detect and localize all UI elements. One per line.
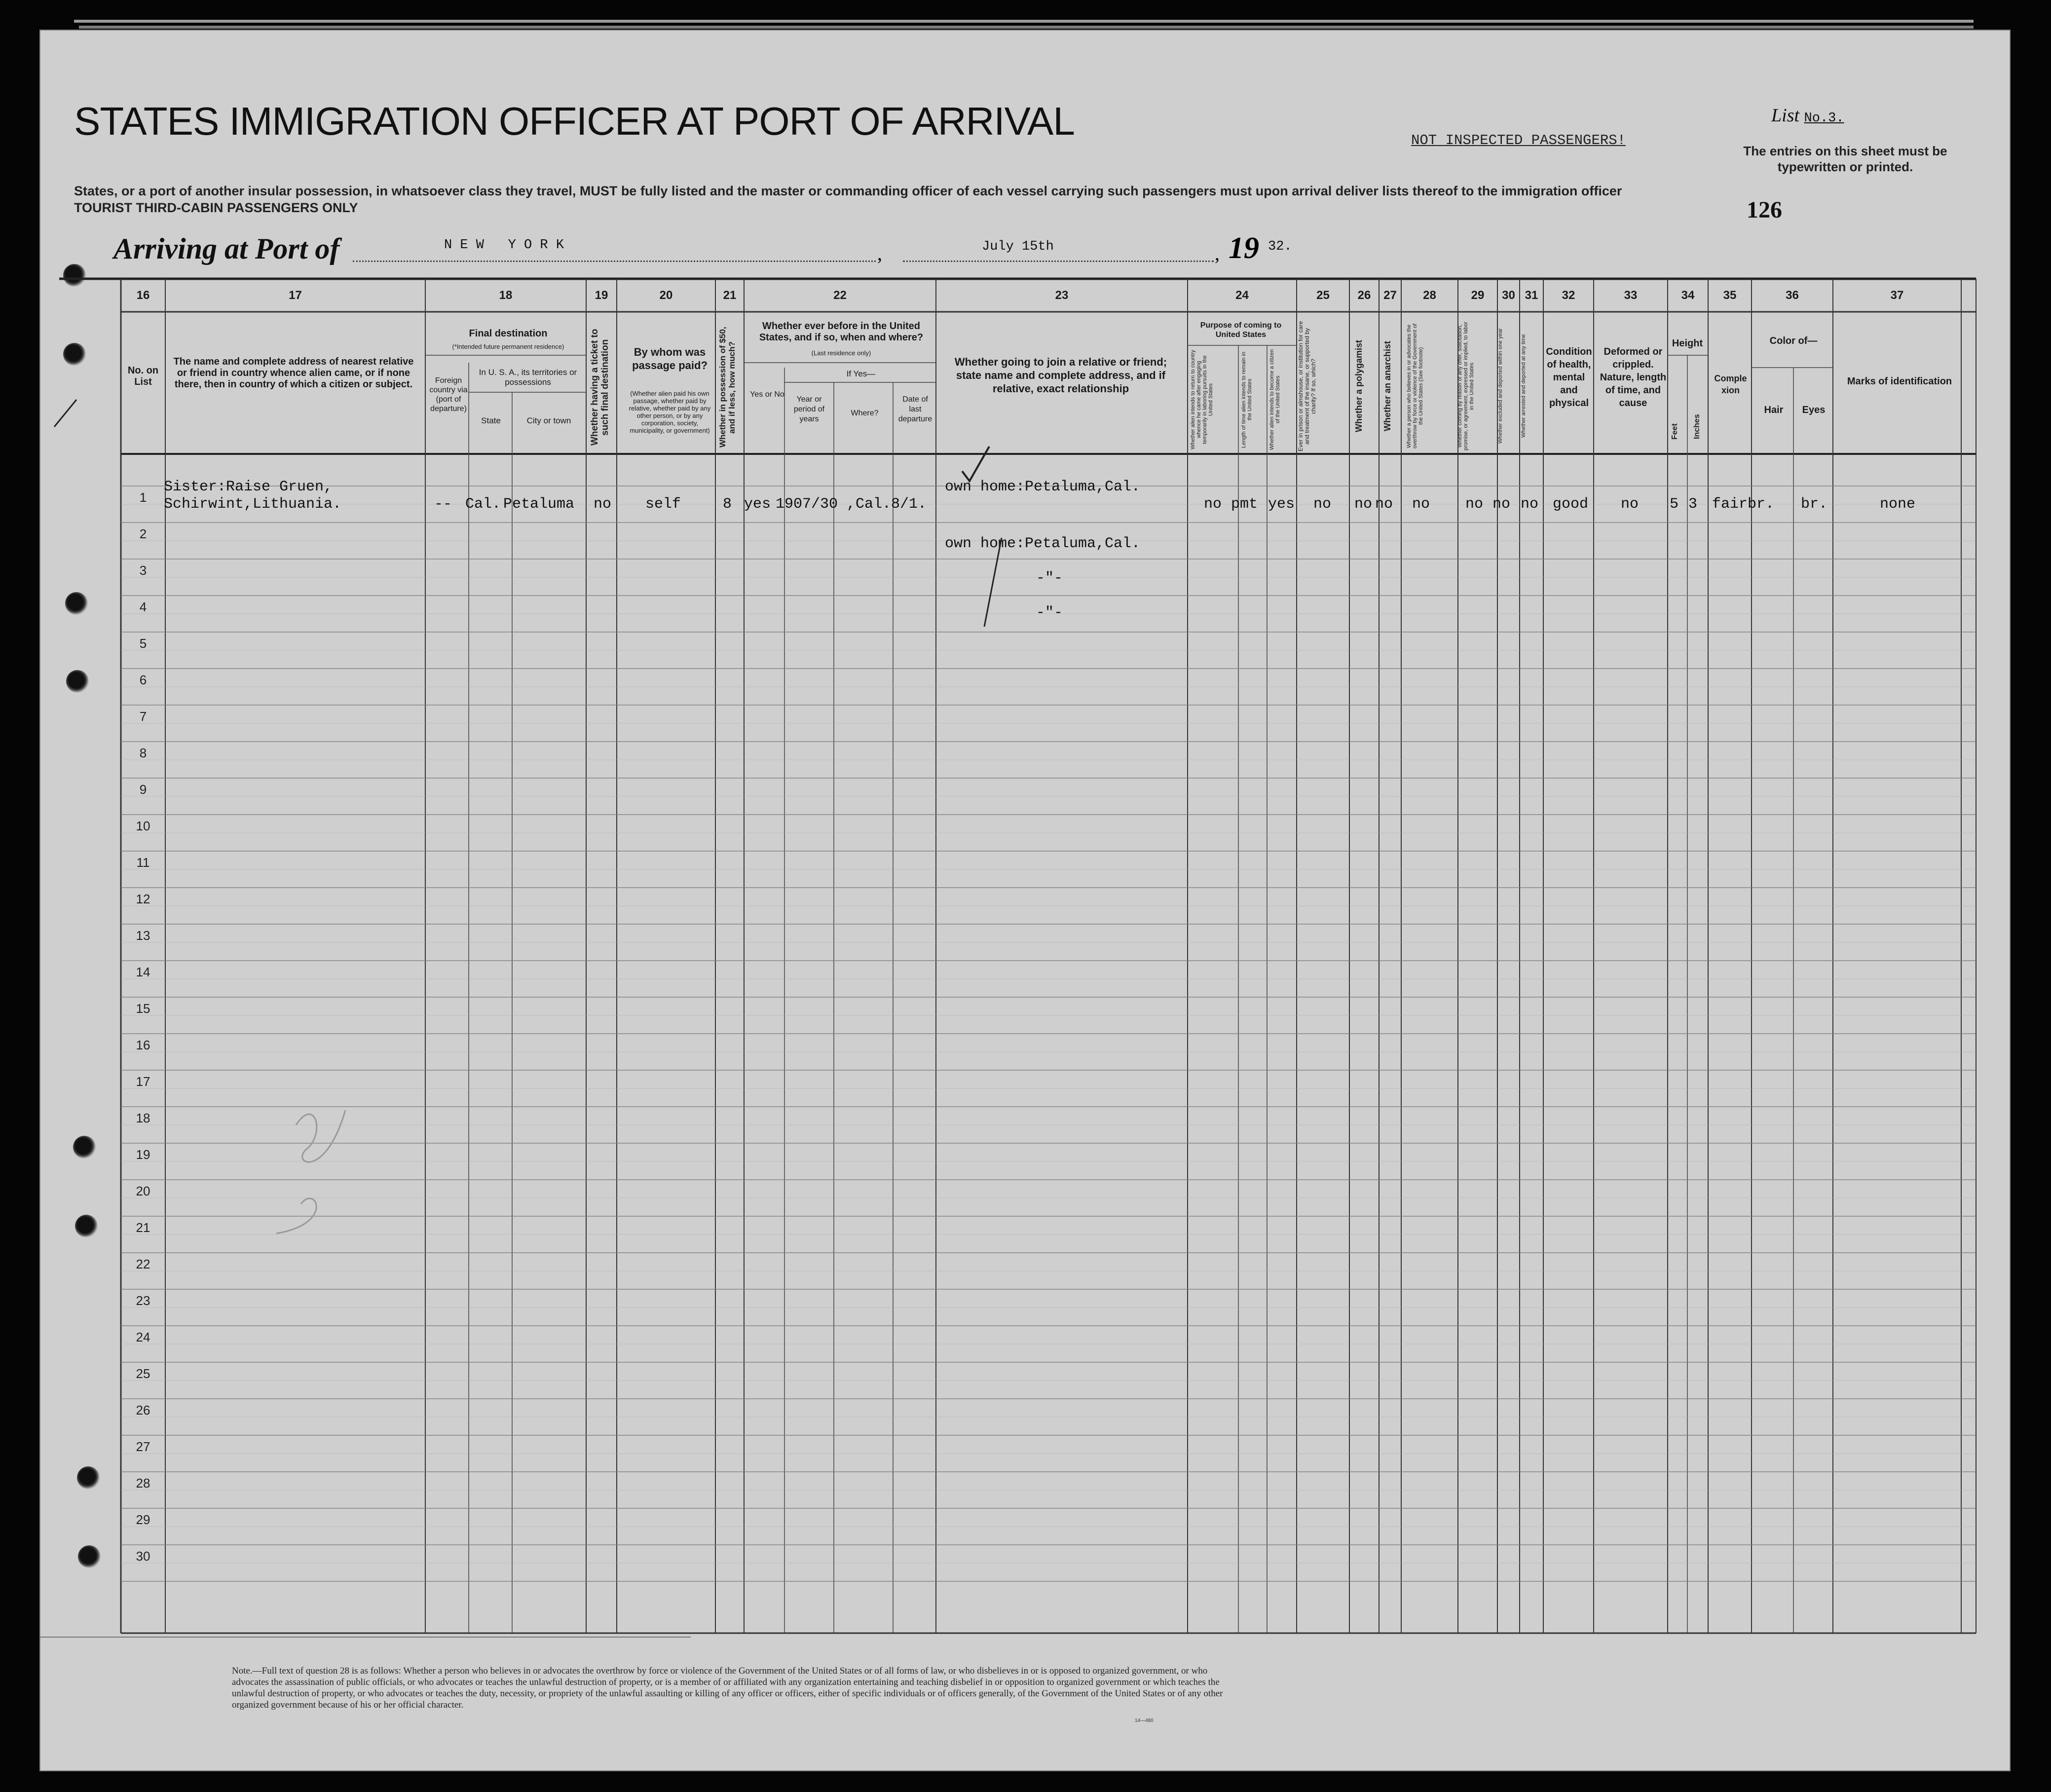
column-number: 20	[659, 289, 673, 302]
row-number: 18	[136, 1111, 150, 1125]
column-number: 16	[136, 289, 150, 302]
not-inspected-stamp: NOT INSPECTED PASSENGERS!	[1411, 132, 1626, 149]
row-number: 3	[139, 563, 147, 578]
list-value: No.3.	[1804, 111, 1844, 126]
row-number: 30	[136, 1549, 150, 1564]
column-number: 21	[723, 289, 737, 302]
joining-row4: -"-	[1036, 604, 1063, 621]
paid-by: self	[645, 496, 681, 513]
header-year: Year or period of years	[793, 395, 825, 423]
row-number: 4	[139, 599, 147, 614]
row-number: 8	[139, 746, 147, 760]
header-money: Whether in possession of $50, and if less, how much?	[718, 327, 737, 448]
row-number: 5	[139, 636, 147, 651]
row-number: 28	[136, 1476, 150, 1491]
header-polygamist: Whether a polygamist	[1354, 339, 1364, 433]
header-inches: Inches	[1693, 414, 1701, 440]
faint-initials	[276, 1110, 345, 1233]
health: good	[1553, 496, 1589, 513]
column-number: 19	[595, 289, 608, 302]
row-number: 7	[139, 709, 147, 724]
header-ticket: Whether having a ticket to such final destination	[590, 329, 610, 446]
entries-note: The entries on this sheet must be typewritten or printed.	[1743, 144, 1947, 174]
header-labor: Whether coming by reason of any offer, solicitation, promise, or agreement, expressed or implied, to labor in the United States	[1457, 321, 1475, 451]
header-health: Condition of health, mental and physical	[1546, 346, 1592, 409]
row-number: 26	[136, 1403, 150, 1418]
deformed: no	[1621, 496, 1639, 513]
column-number: 17	[289, 289, 302, 302]
row-number: 12	[136, 892, 150, 906]
row-number: 19	[136, 1147, 150, 1162]
header-marks: Marks of identification	[1847, 376, 1952, 387]
column-number: 26	[1357, 289, 1371, 302]
eyes: br.	[1801, 496, 1828, 513]
joining: own home:Petaluma,Cal.	[945, 479, 1141, 495]
arriving-label: Arriving at Port of	[113, 232, 340, 265]
sheet-number: 126	[1747, 197, 1782, 223]
column-number: 34	[1681, 289, 1695, 302]
money: 8	[723, 496, 732, 513]
row-number: 27	[136, 1439, 150, 1454]
header-color: Color of—	[1769, 336, 1818, 346]
header-usa: In U. S. A., its territories or possessions	[479, 368, 577, 387]
header-excluded: Whether excluded and deported within one year	[1497, 328, 1503, 444]
overthrow: no	[1412, 496, 1430, 513]
row-number: 23	[136, 1293, 150, 1308]
list-label: List	[1771, 105, 1800, 126]
row-number: 24	[136, 1330, 150, 1344]
row-number: 15	[136, 1001, 150, 1016]
header-if-yes: If Yes—	[846, 369, 876, 378]
before-date: 8/1.	[891, 496, 927, 513]
row-number: 11	[136, 855, 150, 870]
row-number: 9	[139, 782, 147, 797]
joining-row3: -"-	[1036, 570, 1063, 587]
column-number: 23	[1055, 289, 1069, 302]
relative-line1: Sister:Raise Gruen,	[164, 479, 333, 495]
header-where: Where?	[851, 409, 879, 417]
header-height: Height	[1672, 338, 1703, 349]
header-ever-before-sub: (Last residence only)	[811, 349, 871, 357]
class-text: TOURIST THIRD-CABIN PASSENGERS ONLY	[74, 200, 358, 215]
header-overthrow: Whether a person who believes in or advocates the overthrow by force or violence of the Government of the United States (See footnote)	[1406, 323, 1424, 449]
header-hair: Hair	[1764, 405, 1784, 415]
margin-tick	[54, 400, 76, 427]
column-number: 29	[1471, 289, 1485, 302]
column-number: 31	[1525, 289, 1538, 302]
column-number: 22	[833, 289, 847, 302]
date-value: July 15th	[982, 239, 1054, 254]
footnote: Note.—Full text of question 28 is as follows: Whether a person who believes in or advocates the overthrow by force or violence of the Government of the United States or of all forms of law, or who disbelieves in or is opposed to organized government, or who advocates the assassination of public officials, or who advocates or teaches the unlawful destruction of property, or is a member of or affiliated with any organization entertaining and teaching disbelief in or opposition to organized government or which teaches the unlawful destruction of property, or who advocates or teaches the duty, necessity, or propriety of the unlawful assaulting or killing of any officer or officers, either of specific individuals or of officers generally, of the Government of the United States or of any other organized government because of his or her official character.	[232, 1666, 1223, 1710]
row-number: 2	[139, 526, 147, 541]
header-no-on-list: No. on List	[127, 365, 159, 387]
row-number: 20	[136, 1184, 150, 1198]
header-yes-no: Yes or No	[750, 390, 784, 399]
header-complexion: Complexion	[1714, 373, 1747, 395]
states-text: States, or a port of another insular possession, in whatsoever class they travel, MUST be fully listed and the master or commanding officer of each vessel carrying such passengers must upon arrival deliver lists thereof to the immigration officer	[74, 184, 1622, 198]
tick-stroke	[984, 538, 1002, 627]
row-number: 25	[136, 1366, 150, 1381]
row-number: 14	[136, 965, 150, 979]
column-number: 36	[1786, 289, 1799, 302]
header-eyes: Eyes	[1802, 405, 1826, 415]
header-anarchist: Whether an anarchist	[1382, 340, 1392, 432]
before-year: 1907/30	[776, 496, 838, 513]
excluded: no	[1492, 496, 1511, 513]
header-city: City or town	[526, 416, 571, 425]
header-last-departure: Date of last departure	[898, 395, 932, 423]
header-purpose: Purpose of coming to United States	[1200, 321, 1282, 339]
city: Petaluma	[503, 496, 575, 513]
joining-row2: own home:Petaluma,Cal.	[945, 535, 1141, 552]
hair: br.	[1748, 496, 1775, 513]
height-feet: 5	[1670, 496, 1679, 513]
header-paid-by: By whom was passage paid?	[632, 346, 708, 372]
comma: ,	[1215, 242, 1220, 264]
complexion: fair	[1712, 496, 1748, 513]
header-ever-before: Whether ever before in the United States, and if so, when and where?	[759, 321, 924, 343]
column-number: 18	[499, 289, 513, 302]
labor: no	[1465, 496, 1484, 513]
check-mark	[962, 447, 989, 481]
header-deformed: Deformed or crippled. Nature, length of time, and cause	[1600, 346, 1667, 409]
column-number: 27	[1383, 289, 1397, 302]
prison: no	[1313, 496, 1332, 513]
before-where: ,Cal.	[847, 496, 892, 513]
height-inches: 3	[1688, 496, 1698, 513]
row-number: 22	[136, 1257, 150, 1271]
anarchist: no	[1375, 496, 1393, 513]
polygamist: no	[1354, 496, 1373, 513]
column-number: 30	[1502, 289, 1515, 302]
marks: none	[1880, 496, 1916, 513]
foreign-country: --	[434, 496, 452, 513]
column-number: 35	[1723, 289, 1737, 302]
row-number: 29	[136, 1512, 150, 1527]
row-number: 13	[136, 928, 150, 943]
relative-line2: Schirwint,Lithuania.	[164, 496, 342, 513]
column-number: 25	[1316, 289, 1330, 302]
header-feet: Feet	[1671, 423, 1679, 440]
column-number: 24	[1235, 289, 1249, 302]
header-arrested: Whether arrested and deported at any time	[1521, 334, 1527, 438]
row-number: 6	[139, 672, 147, 687]
column-number: 28	[1423, 289, 1436, 302]
header-paid-by-sub: (Whether alien paid his own passage, whether paid by relative, whether paid by any other person, or by any corporation, society, municipality, or government)	[629, 390, 711, 434]
header-final-destination-sub: (*Intended future permanent residence)	[452, 343, 564, 350]
comma: ,	[877, 242, 882, 264]
row-number: 16	[136, 1038, 150, 1052]
column-number: 32	[1562, 289, 1575, 302]
header-relative: The name and complete address of nearest relative or friend in country whence alien came, or if none there, then in country of which a citizen or subject.	[173, 356, 414, 390]
header-state: State	[481, 416, 501, 425]
header-foreign: Foreign country via (port of departure)	[429, 376, 468, 413]
before-yes-no: yes	[744, 496, 771, 513]
header-purpose-length: Length of time alien intends to remain in the United States	[1241, 351, 1253, 448]
purpose-citizen: yes	[1268, 496, 1295, 513]
row-number: 21	[136, 1220, 150, 1235]
purpose-length: pmt	[1231, 496, 1258, 513]
port-value: N E W Y O R K	[444, 238, 564, 253]
row-number: 17	[136, 1074, 150, 1089]
column-number: 33	[1624, 289, 1638, 302]
state: Cal.	[465, 496, 501, 513]
header-purpose-return: Whether alien intends to return to country whence he came after engaging temporarily in laboring pursuits in the United States	[1190, 350, 1214, 449]
header-final-destination: Final destination	[469, 328, 548, 339]
arrested: no	[1521, 496, 1539, 513]
ticket: no	[594, 496, 612, 513]
row-number: 1	[139, 490, 147, 505]
header-joining: Whether going to join a relative or friend; state name and complete address, and if relative, exact relationship	[954, 356, 1167, 395]
column-number: 37	[1890, 289, 1904, 302]
form-number: 14—480	[1135, 1718, 1154, 1723]
header-prison: Ever in prison or almshouse, or institution for care and treatment of the insane, or supported by charity? If so, which?	[1297, 321, 1317, 451]
year-suffix: 32.	[1268, 239, 1292, 254]
header-purpose-citizen: Whether alien intends to become a citizen of the United States	[1269, 349, 1281, 450]
year-prefix: 19	[1229, 231, 1259, 265]
purpose-return: no	[1204, 496, 1222, 513]
page-title: STATES IMMIGRATION OFFICER AT PORT OF ARRIVAL	[74, 99, 1075, 143]
row-number: 10	[136, 819, 150, 833]
